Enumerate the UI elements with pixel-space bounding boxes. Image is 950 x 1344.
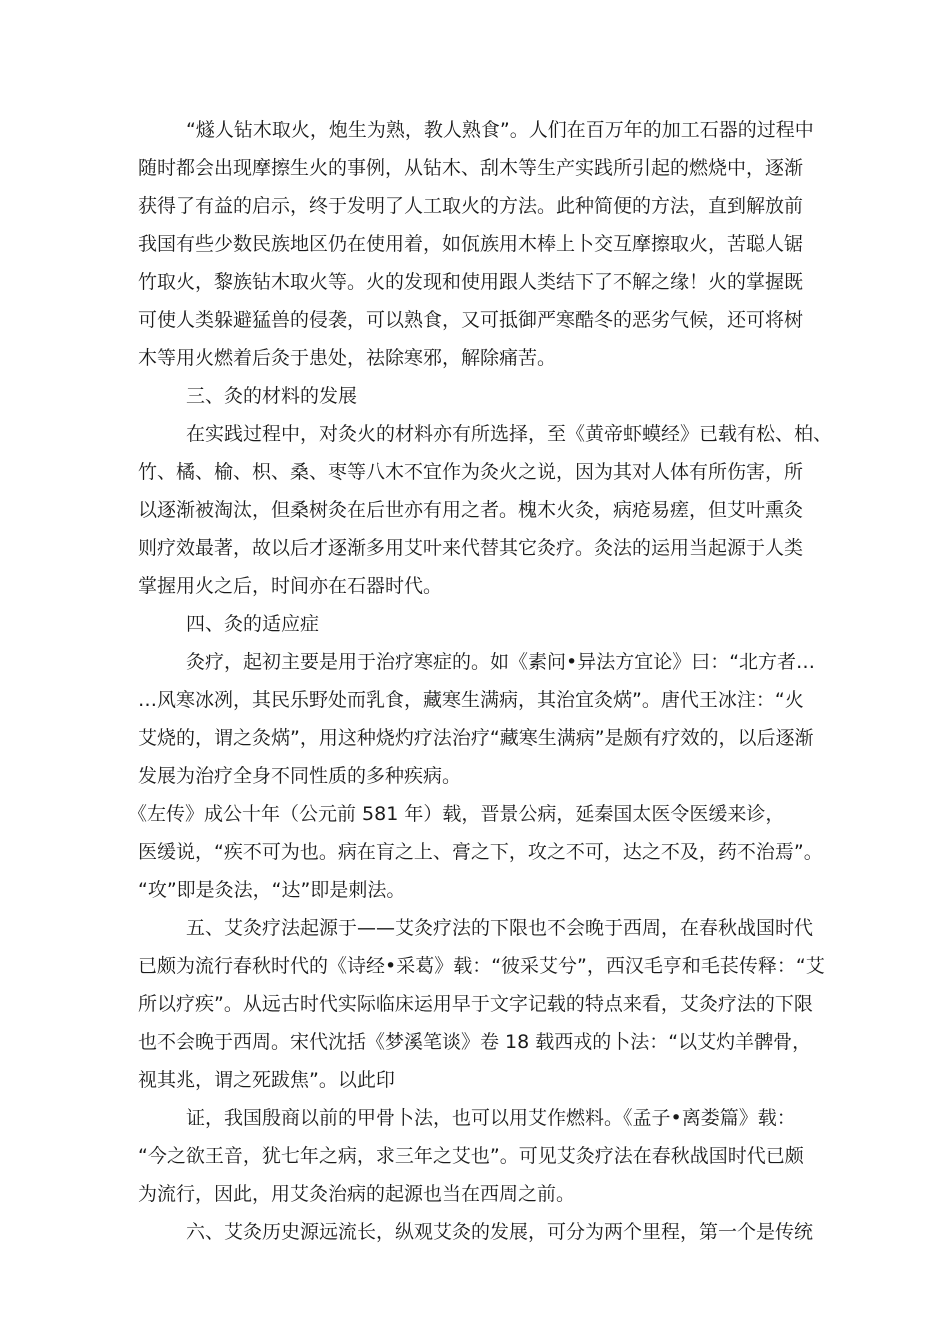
body-text-line: 医缓说，“疾不可为也。病在肓之上、膏之下，攻之不可，达之不及，药不治焉”。 [138,841,823,863]
body-text-line: 随时都会出现摩擦生火的事例，从钻木、刮木等生产实践所引起的燃烧中，逐渐 [138,157,804,179]
body-text-line: 获得了有益的启示，终于发明了人工取火的方法。此种简便的方法，直到解放前 [138,195,804,217]
body-text-line: 以逐渐被淘汰，但桑树灸在后世亦有用之者。槐木火灸，病疮易瘥，但艾叶熏灸 [138,499,804,521]
body-text-line: 也不会晚于西周。宋代沈括《梦溪笔谈》卷 18 载西戎的卜法：“以艾灼羊髀骨， [138,1031,812,1053]
body-text-line: …风寒冰冽，其民乐野处而乳食，藏寒生满病，其治宜灸焫”。唐代王冰注：“火 [138,689,804,711]
body-text-line: 在实践过程中，对灸火的材料亦有所选择，至《黄帝虾蟆经》已载有松、柏、 [186,423,833,445]
body-text-line: 已颇为流行春秋时代的《诗经•采葛》载：“彼采艾兮”，西汉毛亨和毛苌传释：“艾 [138,955,825,977]
body-text-line: 则疗效最著，故以后才逐渐多用艾叶来代替其它灸疗。灸法的运用当起源于人类 [138,537,804,559]
body-text-line: “攻”即是灸法，“达”即是刺法。 [138,879,406,901]
body-text-line: 竹、橘、榆、枳、桑、枣等八木不宜作为灸火之说，因为其对人体有所伤害，所 [138,461,804,483]
body-text-line: 木等用火燃着后灸于患处，祛除寒邪，解除痛苦。 [138,347,557,369]
body-text-line: “今之欲王音，犹七年之病，求三年之艾也”。可见艾灸疗法在春秋战国时代已颇 [138,1145,804,1167]
body-text-line: 艾烧的，谓之灸焫”，用这种烧灼疗法治疗“藏寒生满病”是颇有疗效的，以后逐渐 [138,727,814,749]
body-text-line: 我国有些少数民族地区仍在使用着，如佤族用木棒上卜交互摩擦取火，苦聪人锯 [138,233,804,255]
body-text-line: 发展为治疗全身不同性质的多种疾病。 [138,765,462,787]
body-text-line: 竹取火，黎族钻木取火等。火的发现和使用跟人类结下了不解之缘！火的掌握既 [138,271,804,293]
body-text-line: “燧人钻木取火，炮生为熟，教人熟食”。人们在百万年的加工石器的过程中 [186,119,814,141]
body-text-line: 为流行，因此，用艾灸治病的起源也当在西周之前。 [138,1183,576,1205]
body-text-line: 证，我国殷商以前的甲骨卜法，也可以用艾作燃料。《孟子•离娄篇》载： [186,1107,796,1129]
body-text-line: 掌握用火之后，时间亦在石器时代。 [138,575,443,597]
section-heading: 六、艾灸历史源远流长，纵观艾灸的发展，可分为两个里程，第一个是传统 [186,1221,814,1243]
body-text-line: 视其兆，谓之死跋焦”。以此印 [138,1069,395,1091]
body-text-line: 灸疗，起初主要是用于治疗寒症的。如《素问•异法方宜论》曰：“北方者… [186,651,816,673]
section-heading: 五、艾灸疗法起源于——艾灸疗法的下限也不会晚于西周，在春秋战国时代 [186,917,814,939]
body-text-line: 《左传》成公十年（公元前 581 年）载，晋景公病，延秦国太医令医缓来诊， [128,803,785,825]
body-text-line: 所以疗疾”。从远古时代实际临床运用早于文字记载的特点来看，艾灸疗法的下限 [138,993,813,1015]
body-text-line: 可使人类躲避猛兽的侵袭，可以熟食，又可抵御严寒酷冬的恶劣气候，还可将树 [138,309,804,331]
section-heading: 三、灸的材料的发展 [186,385,358,407]
section-heading: 四、灸的适应症 [186,613,320,635]
